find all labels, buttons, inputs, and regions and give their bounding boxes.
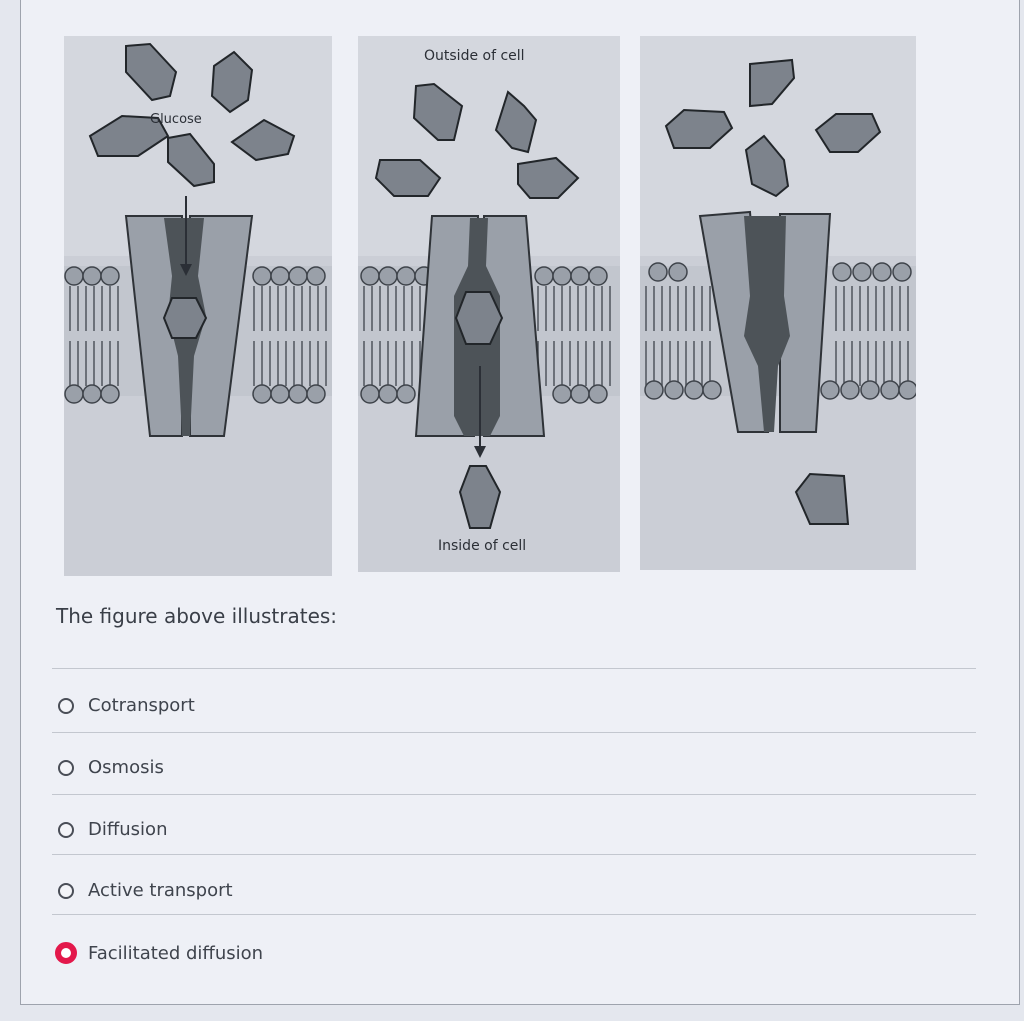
glucose-label: Glucose	[150, 112, 202, 127]
divider	[52, 794, 976, 795]
radio-button[interactable]	[58, 760, 74, 776]
option-osmosis[interactable]	[58, 757, 164, 778]
option-label: Osmosis	[88, 757, 164, 778]
divider	[52, 854, 976, 855]
figure-panel-1	[64, 36, 332, 576]
option-diffusion[interactable]	[58, 819, 167, 840]
figure-panel-2	[358, 36, 620, 572]
inside-of-cell-label: Inside of cell	[438, 538, 527, 554]
radio-button[interactable]	[58, 822, 74, 838]
option-label: Cotransport	[88, 695, 195, 716]
option-label: Facilitated diffusion	[88, 942, 264, 964]
option-label: Active transport	[88, 880, 233, 901]
option-label: Diffusion	[88, 819, 168, 840]
option-facilitated-diffusion[interactable]	[58, 942, 263, 964]
radio-button[interactable]	[58, 883, 74, 899]
divider	[52, 914, 976, 915]
radio-button-selected[interactable]	[55, 942, 77, 964]
radio-button[interactable]	[58, 698, 74, 714]
question-prompt: The figure above illustrates:	[56, 604, 338, 628]
outside-of-cell-label: Outside of cell	[424, 48, 525, 64]
divider	[52, 668, 976, 669]
divider	[52, 732, 976, 733]
option-cotransport[interactable]	[58, 695, 195, 716]
figure-panel-3	[640, 36, 916, 570]
option-active-transport[interactable]	[58, 880, 233, 901]
